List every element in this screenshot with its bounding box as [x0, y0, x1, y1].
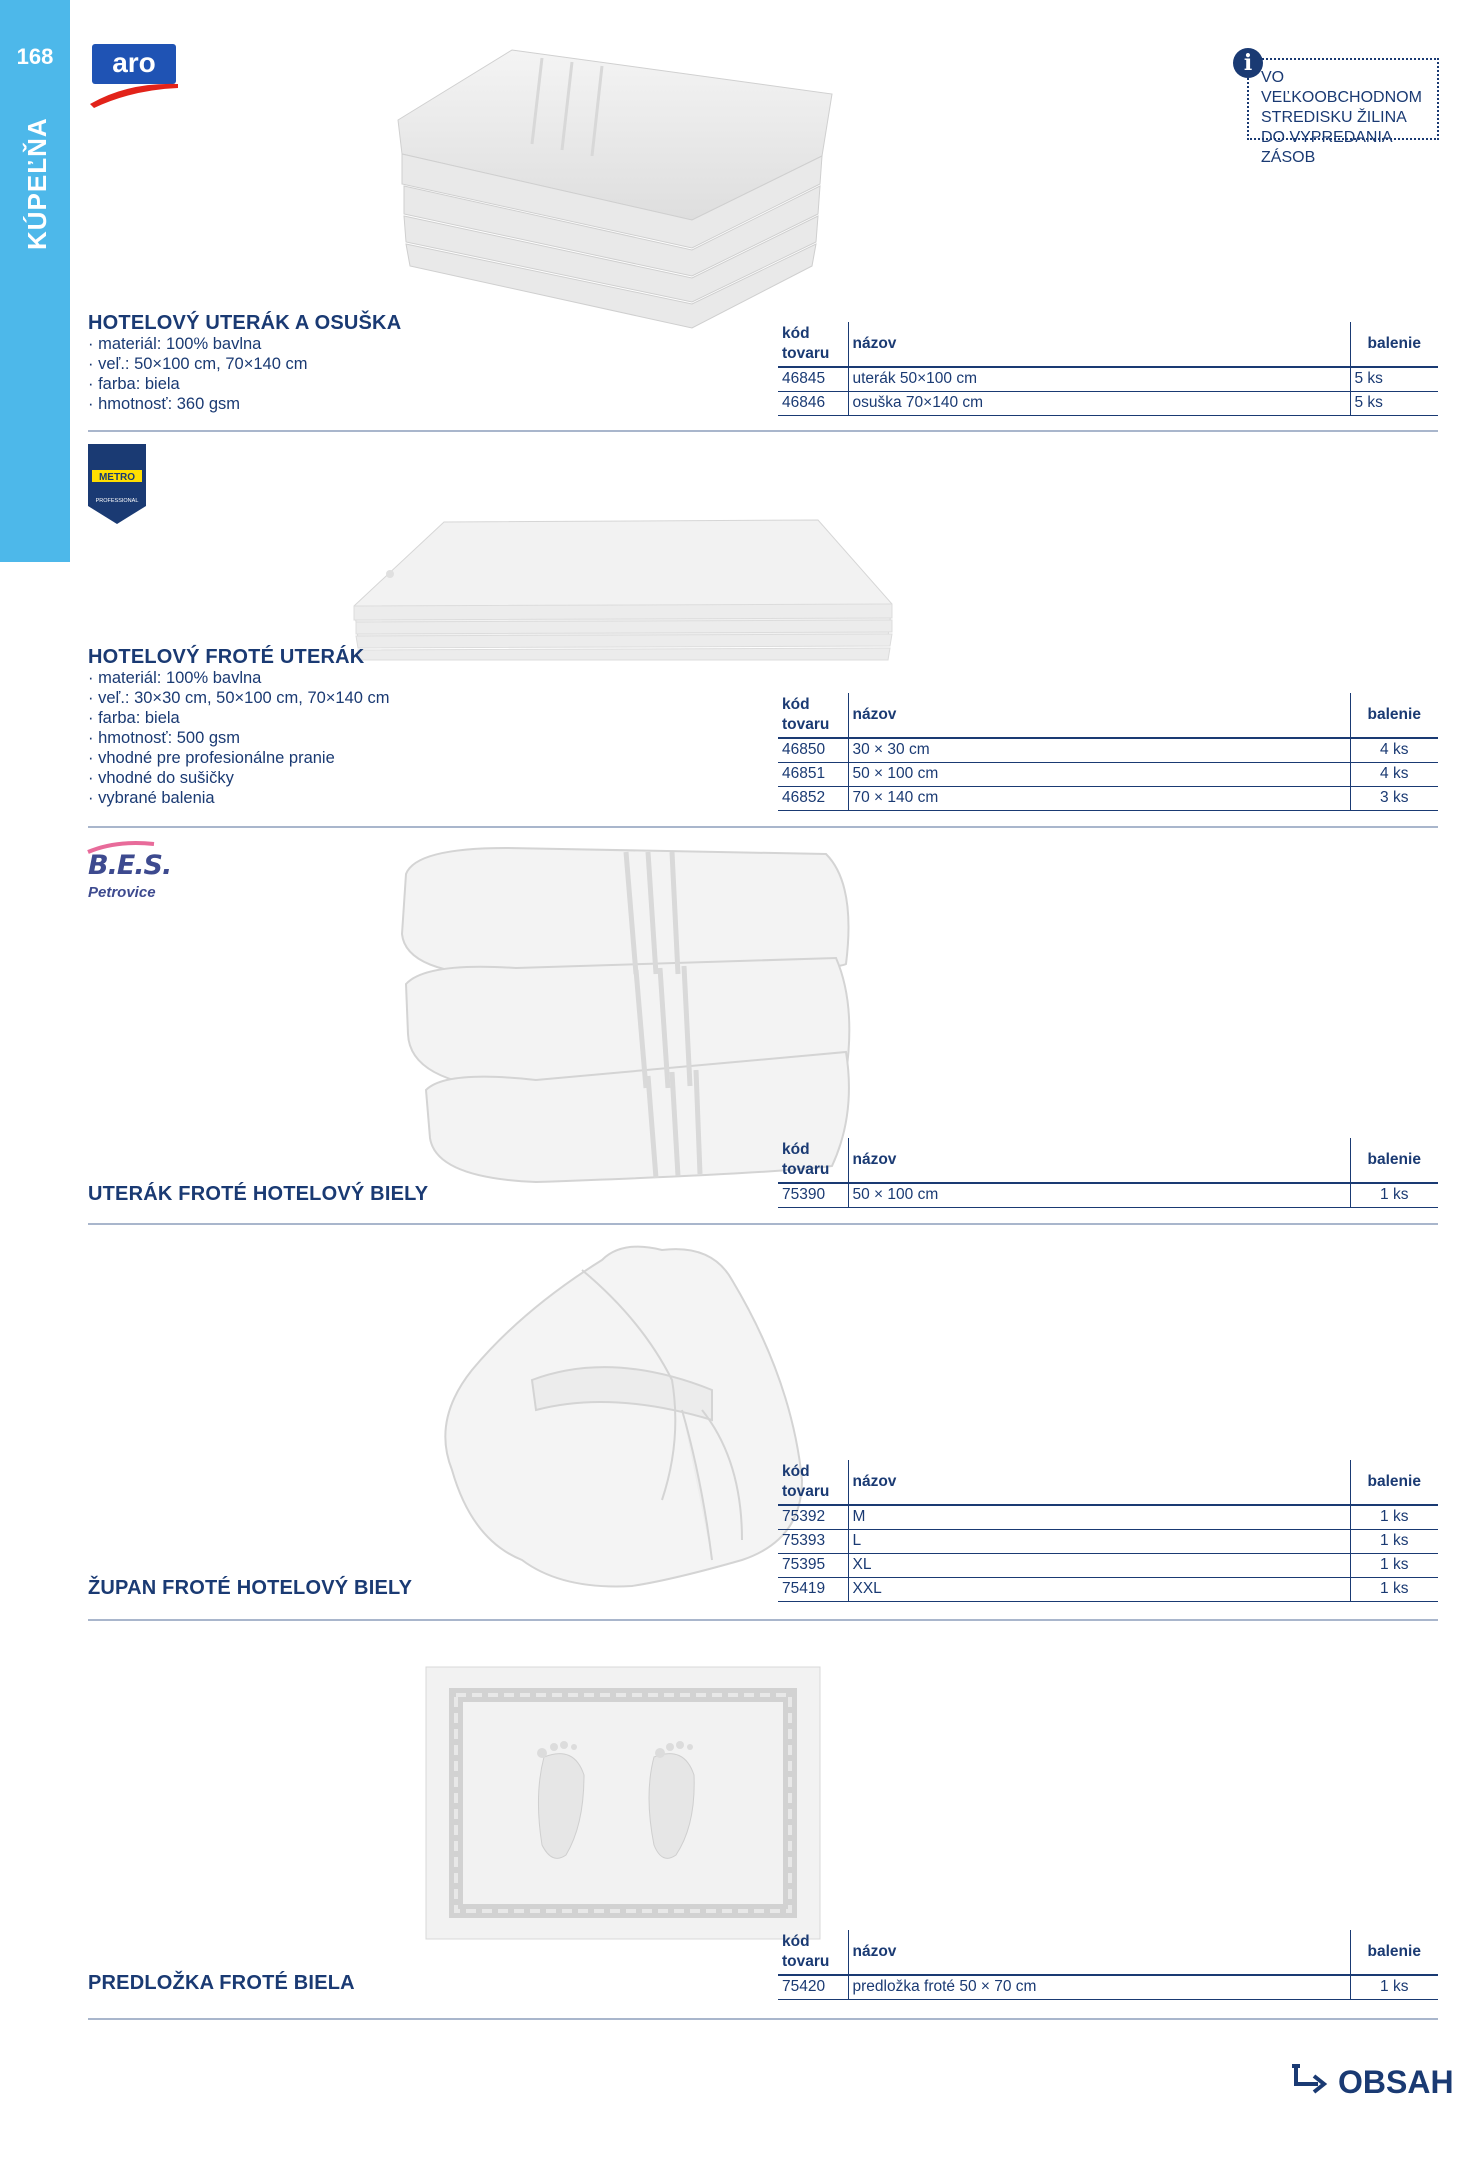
cell-pack: 1 ks: [1350, 1505, 1438, 1529]
aro-logo-text: aro: [92, 44, 176, 84]
aro-logo: [88, 44, 180, 106]
table-header: [778, 693, 1438, 738]
table-row: [778, 738, 1438, 762]
metro-professional-logo: [88, 444, 146, 524]
product-image-towel-stack: [392, 44, 842, 344]
col-code: kód tovaru: [778, 1930, 848, 1975]
notice-line: DO VYPREDANIA ZÁSOB: [1261, 129, 1392, 166]
cell-name: uterák 50×100 cm: [848, 367, 1350, 391]
notice-line: STREDISKU ŽILINA: [1261, 109, 1407, 126]
product-image-bath-mat: [424, 1665, 822, 1941]
product-table: [778, 1930, 1438, 2000]
cell-code: 46850: [778, 738, 848, 762]
table-row: [778, 762, 1438, 786]
cell-name: osuška 70×140 cm: [848, 391, 1350, 415]
cell-name: XXL: [848, 1577, 1350, 1601]
section-title: KÚPEĽŇA: [22, 117, 52, 250]
spec-item: · hmotnosť: 500 gsm: [88, 728, 390, 748]
divider: [88, 2018, 1438, 2020]
table-header: [778, 322, 1438, 367]
product-title: ŽUPAN FROTÉ HOTELOVÝ BIELY: [88, 1577, 413, 1599]
col-code: kód tovaru: [778, 693, 848, 738]
cell-pack: 1 ks: [1350, 1975, 1438, 1999]
col-pack: balenie: [1350, 693, 1438, 738]
cell-pack: 4 ks: [1350, 762, 1438, 786]
product-title: HOTELOVÝ FROTÉ UTERÁK: [88, 646, 365, 668]
col-name: názov: [848, 693, 1350, 738]
bes-logo-sub: Petrovice: [88, 884, 156, 901]
table-header: [778, 1138, 1438, 1183]
divider: [88, 430, 1438, 432]
col-name: názov: [848, 1460, 1350, 1505]
spec-item: · materiál: 100% bavlna: [88, 334, 307, 354]
product-title: UTERÁK FROTÉ HOTELOVÝ BIELY: [88, 1183, 429, 1205]
cell-pack: 5 ks: [1350, 391, 1438, 415]
cell-pack: 3 ks: [1350, 786, 1438, 810]
toc-link[interactable]: [1290, 2060, 1454, 2104]
table-row: [778, 1183, 1438, 1207]
cell-pack: 1 ks: [1350, 1577, 1438, 1601]
col-pack: balenie: [1350, 1460, 1438, 1505]
product-image-flat-towels: [348, 518, 898, 668]
return-arrow-icon: [1290, 2062, 1330, 2102]
cell-pack: 1 ks: [1350, 1183, 1438, 1207]
aro-swoosh-icon: [88, 78, 180, 108]
product-specs: [88, 668, 390, 808]
col-name: názov: [848, 322, 1350, 367]
table-row: [778, 1505, 1438, 1529]
cell-code: 75420: [778, 1975, 848, 1999]
availability-notice: [1247, 58, 1439, 166]
cell-name: 50 × 100 cm: [848, 762, 1350, 786]
cell-name: XL: [848, 1553, 1350, 1577]
col-code: kód tovaru: [778, 1138, 848, 1183]
cell-code: 46852: [778, 786, 848, 810]
product-title: PREDLOŽKA FROTÉ BIELA: [88, 1972, 355, 1994]
product-image-bathrobe: [412, 1240, 832, 1600]
metro-logo-sub: PROFESSIONAL: [95, 498, 139, 504]
table-row: [778, 1529, 1438, 1553]
cell-name: L: [848, 1529, 1350, 1553]
notice-line: VO VEĽKOOBCHODNOM: [1261, 69, 1422, 106]
product-title: HOTELOVÝ UTERÁK A OSUŠKA: [88, 312, 402, 334]
table-row: [778, 391, 1438, 415]
cell-code: 75419: [778, 1577, 848, 1601]
section-tab: [0, 0, 70, 562]
cell-code: 46846: [778, 391, 848, 415]
bes-logo-text: B.E.S.: [88, 850, 172, 881]
col-pack: balenie: [1350, 322, 1438, 367]
cell-code: 75395: [778, 1553, 848, 1577]
col-name: názov: [848, 1138, 1350, 1183]
table-row: [778, 786, 1438, 810]
cell-pack: 1 ks: [1350, 1529, 1438, 1553]
page-number: 168: [16, 44, 54, 69]
table-row: [778, 367, 1438, 391]
product-specs: [88, 334, 307, 414]
table-header: [778, 1460, 1438, 1505]
cell-name: 50 × 100 cm: [848, 1183, 1350, 1207]
cell-name: predložka froté 50 × 70 cm: [848, 1975, 1350, 1999]
spec-item: · vhodné pre profesionálne pranie: [88, 748, 390, 768]
divider: [88, 1619, 1438, 1621]
cell-code: 46851: [778, 762, 848, 786]
product-table: [778, 1138, 1438, 1208]
col-pack: balenie: [1350, 1138, 1438, 1183]
spec-item: · hmotnosť: 360 gsm: [88, 394, 307, 414]
product-table: [778, 322, 1438, 416]
toc-link-label: OBSAH: [1338, 2063, 1454, 2100]
divider: [88, 1223, 1438, 1225]
cell-pack: 5 ks: [1350, 367, 1438, 391]
spec-item: · veľ.: 50×100 cm, 70×140 cm: [88, 354, 307, 374]
product-table: [778, 693, 1438, 811]
divider: [88, 826, 1438, 828]
cell-name: 30 × 30 cm: [848, 738, 1350, 762]
bes-logo: [86, 840, 196, 902]
product-table: [778, 1460, 1438, 1602]
cell-code: 75393: [778, 1529, 848, 1553]
info-icon: i: [1233, 48, 1263, 78]
col-code: kód tovaru: [778, 1460, 848, 1505]
metro-logo-text: METRO: [98, 472, 136, 483]
col-pack: balenie: [1350, 1930, 1438, 1975]
cell-pack: 1 ks: [1350, 1553, 1438, 1577]
spec-item: · veľ.: 30×30 cm, 50×100 cm, 70×140 cm: [88, 688, 390, 708]
col-name: názov: [848, 1930, 1350, 1975]
table-row: [778, 1975, 1438, 1999]
table-row: [778, 1553, 1438, 1577]
spec-item: · vhodné do sušičky: [88, 768, 390, 788]
cell-pack: 4 ks: [1350, 738, 1438, 762]
table-header: [778, 1930, 1438, 1975]
cell-name: M: [848, 1505, 1350, 1529]
spec-item: · farba: biela: [88, 708, 390, 728]
cell-name: 70 × 140 cm: [848, 786, 1350, 810]
cell-code: 46845: [778, 367, 848, 391]
cell-code: 75390: [778, 1183, 848, 1207]
spec-item: · materiál: 100% bavlna: [88, 668, 390, 688]
spec-item: · vybrané balenia: [88, 788, 390, 808]
spec-item: · farba: biela: [88, 374, 307, 394]
cell-code: 75392: [778, 1505, 848, 1529]
table-row: [778, 1577, 1438, 1601]
col-code: kód tovaru: [778, 322, 848, 367]
